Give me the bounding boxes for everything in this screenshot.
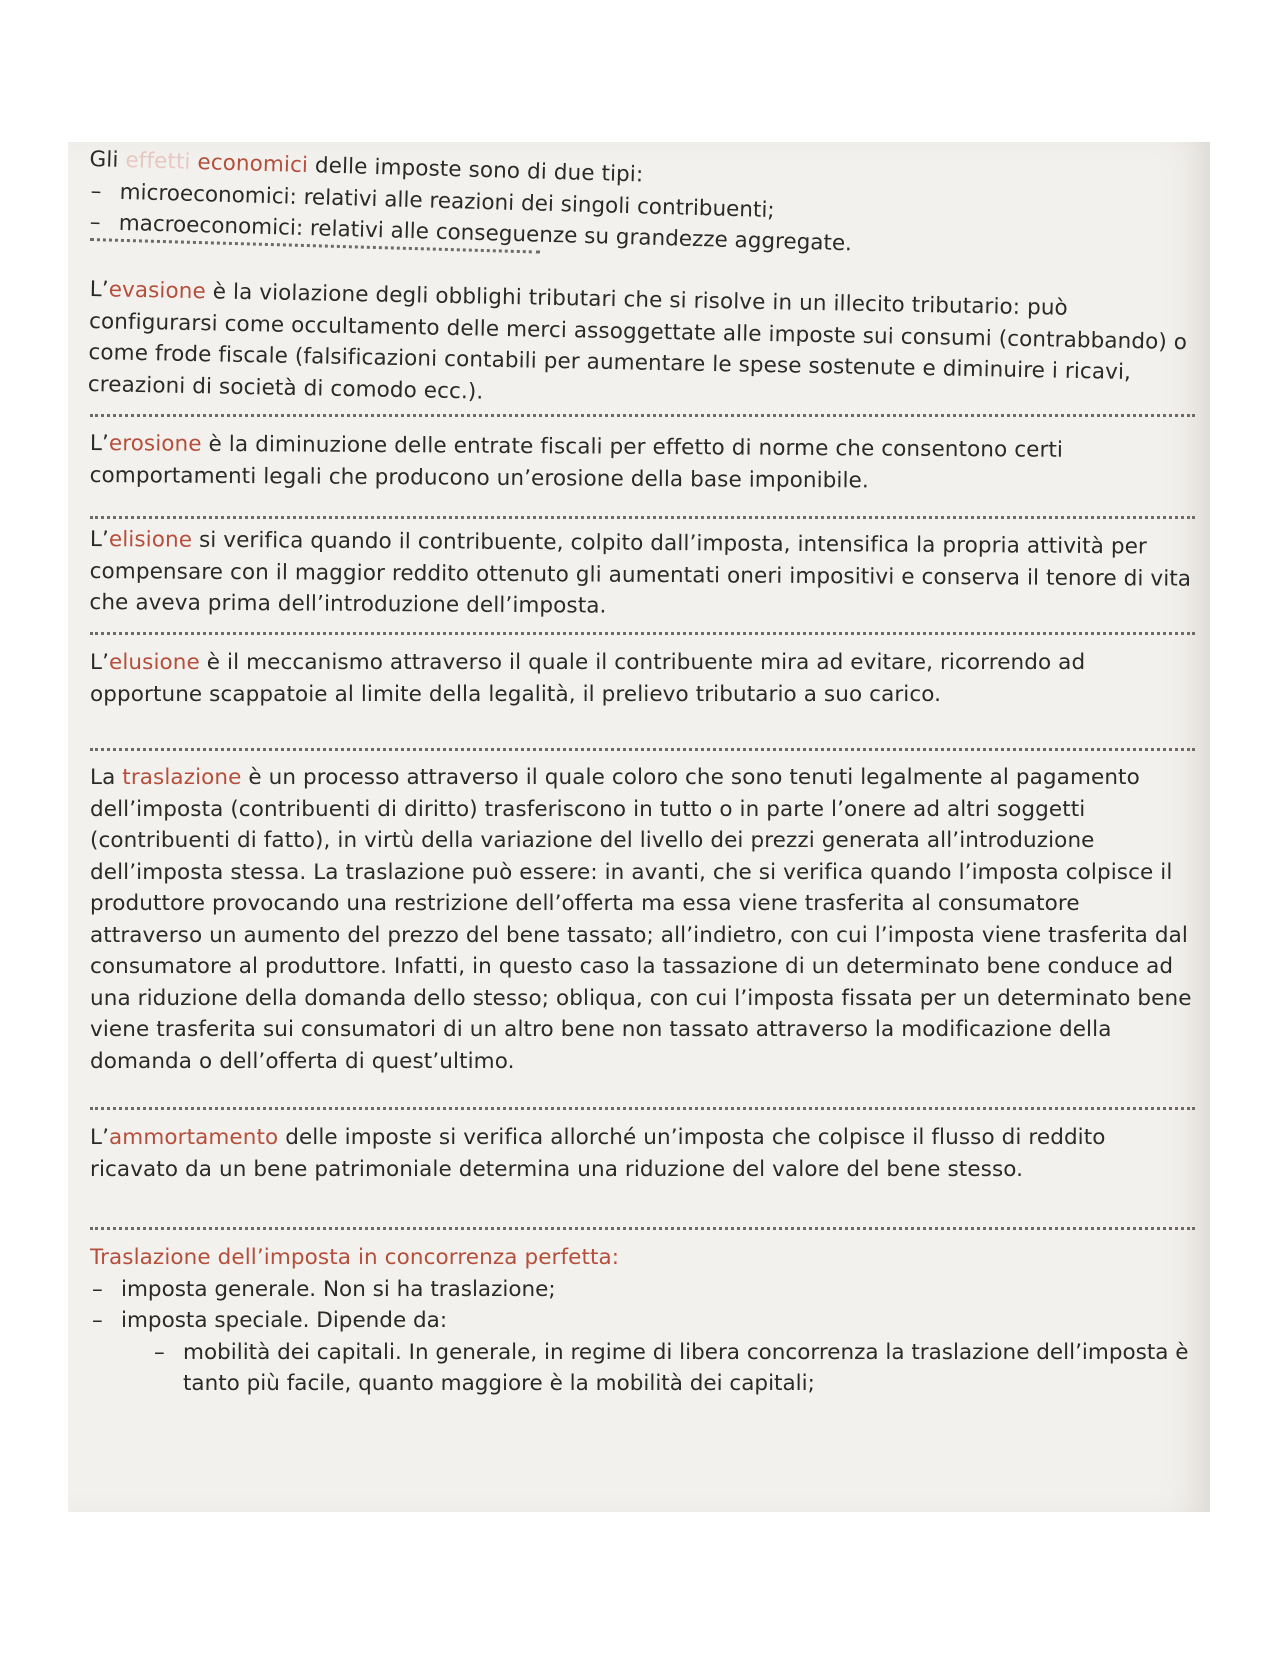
divider — [90, 1107, 1195, 1110]
evasione-term: evasione — [108, 277, 207, 305]
divider — [90, 748, 1195, 751]
elusione-term: elusione — [109, 650, 200, 675]
traslazione-text: La traslazione è un processo attraverso il quale coloro che sono tenuti legalmente al pagamento dell’imposta (contribuenti di diritto) trasferiscono in tutto o in parte l’onere ad altri soggetti (contribuenti di fatto), in virtù della variazione del livello dei prezzi generata all’introduzione dell’imposta stessa. La traslazione può essere: in avanti, che si verifica quando l’imposta colpisce il produttore provocando una restrizione dell’offerta ma essa viene trasferita al consumatore attraverso un aumento del prezzo del bene tassato; all’indietro, con cui l’imposta viene trasferita dal consumatore al produttore. Infatti, in questo caso la tassazione di un determinato bene conduce ad una riduzione della domanda dello stesso; obliqua, con cui l’imposta fissata per un determinato bene viene trasferita sui consumatori di un altro bene non tassato attraverso la modificazione della domanda o dell’offerta di quest’ultimo. — [90, 765, 1192, 1074]
section-erosione — [90, 428, 1195, 499]
divider — [90, 1227, 1195, 1230]
section-elisione — [89, 524, 1195, 626]
effetti-term: economici — [197, 150, 309, 179]
section-effetti-economici — [87, 144, 1194, 269]
section-elusione — [90, 647, 1195, 710]
effetti-term-faded: effetti — [125, 148, 191, 175]
erosione-term: erosione — [108, 431, 202, 457]
list-item: – microeconomici: relativi alle reazioni dei singoli contribuenti; — [88, 175, 1193, 237]
section-evasione — [88, 274, 1195, 421]
section-ammortamento — [90, 1122, 1195, 1185]
textbook-page — [68, 142, 1210, 1512]
concorrenza-heading: Traslazione dell’imposta in concorrenza perfetta: — [90, 1245, 620, 1270]
section-concorrenza-perfetta — [90, 1242, 1195, 1400]
evasione-text: L’evasione è la violazione degli obblighi tributari che si risolve in un illecito tributario: può configurarsi come occultamento delle merci assoggettate alle imposte sui consumi (contrabbando) o come frode fiscale (falsificazioni contabili per aumentare le spese sostenute e diminuire i ricavi, creazioni di società di comodo ecc.). — [87, 276, 1188, 405]
elusione-text: L’elusione è il meccanismo attraverso il quale il contribuente mira ad evitare, ricorrendo ad opportune scappatoie al limite della legalità, il prelievo tributario a suo carico. — [90, 650, 1086, 707]
list-item: – imposta speciale. Dipende da: – mobilità dei capitali. In generale, in regime di libera concorrenza la traslazione dell’imposta è tanto più facile, quanto maggiore è la mobilità dei capitali; — [90, 1305, 1195, 1400]
divider — [90, 632, 1195, 635]
erosione-text: L’erosione è la diminuzione delle entrate fiscali per effetto di norme che consentono certi comportamenti legali che producono un’erosione della base imponibile. — [89, 430, 1064, 493]
concorrenza-list — [90, 1274, 1195, 1400]
elisione-text: L’elisione si verifica quando il contribuente, colpito dall’imposta, intensifica la propria attività per compensare con il maggior reddito ottenuto gli aumentati oneri impositivi e conserva il tenore di vita che aveva prima dell’introduzione dell’imposta. — [89, 526, 1192, 619]
divider — [90, 516, 1195, 519]
speciale-sublist — [152, 1337, 1195, 1400]
effetti-intro: Gli effetti economici delle imposte sono di due tipi: — [89, 146, 644, 188]
elisione-term: elisione — [108, 527, 193, 553]
list-item: – macroeconomici: relativi alle conseguenze su grandezze aggregate. — [87, 207, 1192, 269]
list-item: – imposta generale. Non si ha traslazione; — [90, 1274, 1195, 1306]
list-item: – mobilità dei capitali. In generale, in regime di libera concorrenza la traslazione dell’imposta è tanto più facile, quanto maggiore è la mobilità dei capitali; — [152, 1337, 1195, 1400]
ammortamento-term: ammortamento — [109, 1125, 279, 1150]
traslazione-term: traslazione — [122, 765, 242, 790]
divider — [90, 414, 1195, 417]
ammortamento-text: L’ammortamento delle imposte si verifica allorché un’imposta che colpisce il flusso di reddito ricavato da un bene patrimoniale determina una riduzione del valore del bene stesso. — [90, 1125, 1106, 1182]
section-traslazione — [90, 762, 1195, 1077]
